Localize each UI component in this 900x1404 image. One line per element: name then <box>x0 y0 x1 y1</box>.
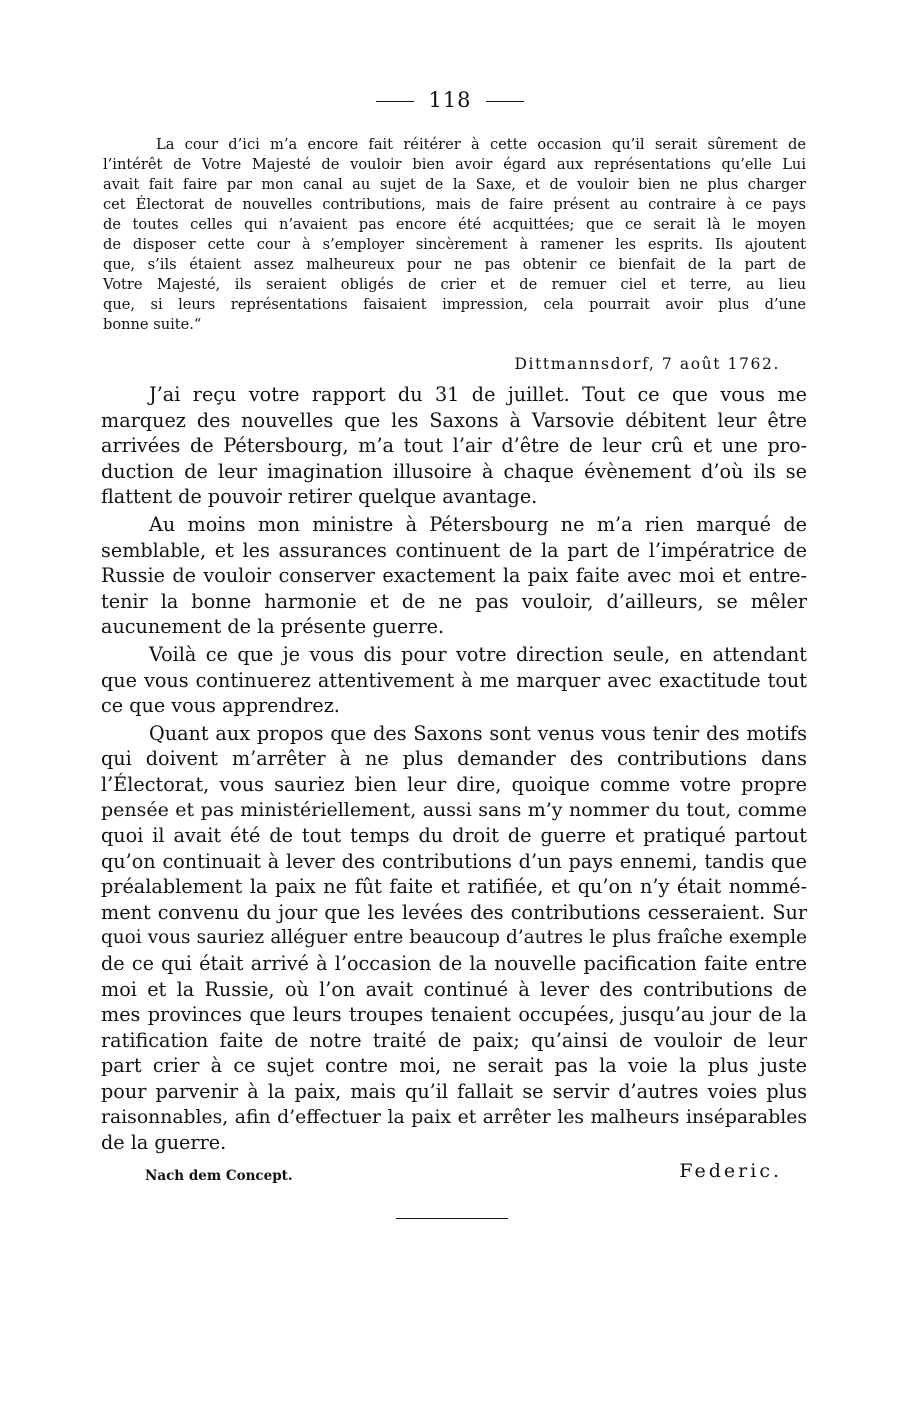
source-note: Nach dem Concept. <box>145 1168 293 1184</box>
body-line: flattent de pouvoir retirer quelque avantage. <box>101 485 538 509</box>
body-line: que vous continuerez attentivement à me marquer avec exactitude tout <box>101 668 807 692</box>
body-line: pensée et pas ministériellement, aussi sans m’y nommer du tout, comme <box>101 798 807 821</box>
quote-line: avait fait faire par mon canal au sujet de la Saxe, et de vouloir bien ne plus charger <box>103 176 806 193</box>
body-line: J’ai reçu votre rapport du 31 de juillet. Tout ce que vous me <box>149 383 807 406</box>
right-dash <box>486 101 524 102</box>
paragraph <box>101 721 807 1156</box>
letter-body <box>101 382 807 1158</box>
body-line: quoi il avait été de tout temps du droit de guerre et pratiqué partout <box>101 824 807 848</box>
quote-line: Votre Majesté, ils seraient obligés de crier et de remuer ciel et terre, au lieu <box>103 276 806 293</box>
quote-line: de disposer cette cour à s’employer sincèrement à ramener les esprits. Ils ajoutent <box>103 236 806 253</box>
body-line: marquez des nouvelles que les Saxons à Varsovie débitent leur être <box>101 408 807 432</box>
paragraph <box>101 512 807 640</box>
body-line: arrivées de Pétersbourg, m’a tout l’air d’être de leur crû et une pro- <box>101 434 807 458</box>
body-line: aucunement de la présente guerre. <box>101 615 445 639</box>
signature: Federic. <box>679 1160 782 1182</box>
page-number <box>0 88 900 112</box>
body-line: ce que vous apprendrez. <box>101 694 340 718</box>
dateline: Dittmannsdorf, 7 août 1762. <box>514 355 780 373</box>
body-line: tenir la bonne harmonie et de ne pas vouloir, d’ailleurs, se mêler <box>101 589 807 613</box>
body-line: Russie de vouloir conserver exactement la paix faite avec moi et entre- <box>101 564 807 588</box>
left-dash <box>376 101 414 102</box>
body-line: qu’on continuait à lever des contributions d’un pays ennemi, tandis que <box>101 849 807 873</box>
quote-line: cet Électorat de nouvelles contributions, mais de faire présent au contraire à ce pays <box>103 196 806 213</box>
body-line: pour parvenir à la paix, mais qu’il fallait se servir d’autres voies plus <box>101 1080 807 1104</box>
body-line: part crier à ce sujet contre moi, ne serait pas la voie la plus juste <box>101 1054 807 1078</box>
body-line: ratification faite de notre traité de paix; qu’ainsi de vouloir de leur <box>101 1028 807 1052</box>
body-line: préalablement la paix ne fût faite et ratifiée, et qu’on n’y était nommé- <box>101 875 807 899</box>
quote-line: La cour d’ici m’a encore fait réitérer à cette occasion qu’il serait sûrement de <box>156 136 806 153</box>
body-line: semblable, et les assurances continuent de la part de l’impératrice de <box>101 538 807 562</box>
body-line: qui doivent m’arrêter à ne plus demander des contributions dans <box>101 747 807 771</box>
paragraph <box>101 642 807 719</box>
quote-line: l’intérêt de Votre Majesté de vouloir bien avoir égard aux représentations qu’elle Lui <box>103 156 806 173</box>
quote-line: que, s’ils étaient assez malheureux pour ne pas obtenir ce bienfait de la part de <box>103 256 806 273</box>
body-line: raisonnables, afin d’effectuer la paix et arrêter les malheurs inséparables <box>101 1106 807 1128</box>
body-line: ment convenu du jour que les levées des contributions cesseraient. Sur <box>101 900 807 924</box>
body-line: Au moins mon ministre à Pétersbourg ne m’a rien marqué de <box>149 512 807 536</box>
quote-line: que, si leurs représentations faisaient impression, cela pourrait avoir plus d’une <box>103 296 806 313</box>
body-line: Quant aux propos que des Saxons sont venus vous tenir des motifs <box>149 721 807 745</box>
body-line: mes provinces que leurs troupes tenaient occupées, jusqu’au jour de la <box>101 1003 807 1027</box>
closing-rule <box>396 1218 508 1219</box>
body-line: quoi vous sauriez alléguer entre beaucoup d’autres le plus fraîche exemple <box>101 927 807 949</box>
body-line: Voilà ce que je vous dis pour votre direction seule, en attendant <box>149 642 807 666</box>
quote-line: bonne suite.“ <box>103 316 202 333</box>
page-number-text: 118 <box>428 88 472 112</box>
body-line: moi et la Russie, où l’on avait continué à lever des contributions de <box>101 977 807 1001</box>
quote-line: de toutes celles qui n’avaient pas encore été acquittées; que ce serait là le moyen <box>103 216 806 233</box>
body-line: duction de leur imagination illusoire à chaque évènement d’où ils se <box>101 459 807 483</box>
body-line: l’Électorat, vous sauriez bien leur dire, quoique comme votre propre <box>101 772 807 796</box>
body-line: de la guerre. <box>101 1131 227 1155</box>
body-line: de ce qui était arrivé à l’occasion de la nouvelle pacification faite entre <box>101 952 807 976</box>
paragraph <box>101 382 807 510</box>
quoted-report <box>103 135 806 335</box>
